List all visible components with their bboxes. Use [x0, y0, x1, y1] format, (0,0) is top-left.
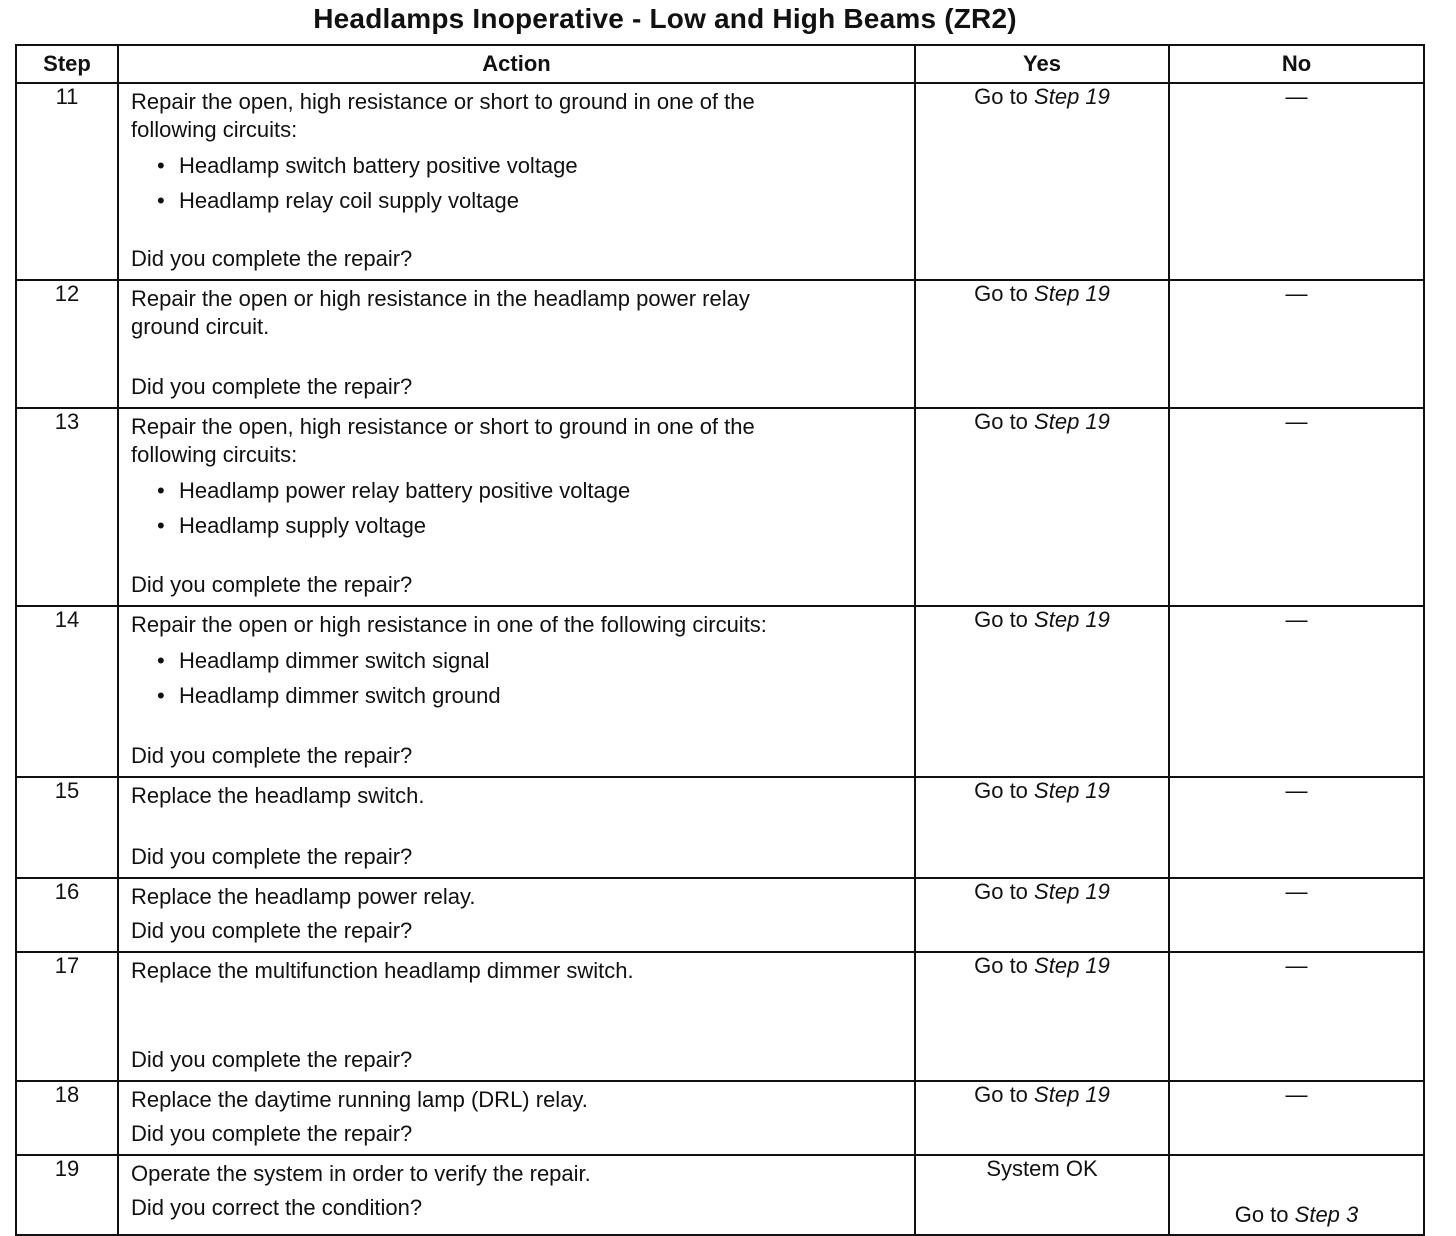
bullet-icon: •: [157, 648, 165, 673]
no-cell: [1169, 777, 1424, 878]
no-cell: [1169, 606, 1424, 777]
step-link[interactable]: Step 19: [1034, 607, 1110, 632]
action-text: Repair the open, high resistance or short to ground in one of the: [131, 89, 755, 114]
bullet-icon: •: [157, 153, 165, 178]
table-row: [16, 606, 1424, 777]
list-item-text: Headlamp dimmer switch signal: [179, 648, 490, 673]
circuit-list: [131, 473, 904, 543]
bullet-icon: •: [157, 188, 165, 213]
yes-text: Go to: [974, 84, 1028, 109]
step-link[interactable]: Step 19: [1034, 778, 1110, 803]
yes-text: Go to: [974, 879, 1028, 904]
action-cell: [118, 280, 915, 408]
action-question: Did you complete the repair?: [131, 246, 413, 271]
action-question: Did you complete the repair?: [131, 1047, 413, 1072]
action-text: Repair the open, high resistance or short to ground in one of the: [131, 414, 755, 439]
list-item: [157, 643, 904, 678]
no-cell: [1169, 408, 1424, 606]
step-link[interactable]: Step 19: [1034, 879, 1110, 904]
no-value: —: [1285, 1082, 1308, 1107]
yes-cell: [915, 606, 1169, 777]
action-text: Replace the headlamp switch.: [131, 783, 425, 808]
table-row: [16, 952, 1424, 1081]
action-text: following circuits:: [131, 117, 298, 142]
table-header-row: [16, 45, 1424, 83]
action-question: Did you complete the repair?: [131, 918, 413, 943]
action-question: Did you complete the repair?: [131, 572, 413, 597]
step-number: 17: [16, 952, 118, 1081]
action-cell: [118, 878, 915, 952]
table-row: [16, 1081, 1424, 1155]
yes-cell: [915, 83, 1169, 280]
no-cell: [1169, 280, 1424, 408]
yes-text: Go to: [974, 1082, 1028, 1107]
no-cell: [1169, 878, 1424, 952]
no-value: —: [1285, 778, 1308, 803]
step-number: 15: [16, 777, 118, 878]
diagnostic-table: [15, 44, 1425, 1236]
step-number: 12: [16, 280, 118, 408]
header-no: No: [1169, 45, 1424, 83]
step-link[interactable]: Step 19: [1034, 409, 1110, 434]
list-item: [157, 148, 904, 183]
action-text: ground circuit.: [131, 314, 270, 339]
action-question: Did you complete the repair?: [131, 1121, 413, 1146]
action-question: Did you complete the repair?: [131, 743, 413, 768]
action-question: Did you correct the condition?: [131, 1195, 423, 1220]
action-question: Did you complete the repair?: [131, 844, 413, 869]
table-row: [16, 878, 1424, 952]
step-link[interactable]: Step 19: [1034, 281, 1110, 306]
table-row: [16, 408, 1424, 606]
yes-cell: [915, 1155, 1169, 1235]
step-number: 19: [16, 1155, 118, 1235]
action-question: Did you complete the repair?: [131, 374, 413, 399]
action-text: Replace the multifunction headlamp dimmer switch.: [131, 958, 634, 983]
yes-cell: [915, 408, 1169, 606]
step-link[interactable]: Step 3: [1294, 1202, 1359, 1227]
bullet-icon: •: [157, 683, 165, 708]
no-text: Go to: [1234, 1202, 1289, 1227]
no-value: —: [1285, 409, 1308, 434]
action-cell: [118, 1155, 915, 1235]
action-text: Replace the headlamp power relay.: [131, 884, 476, 909]
yes-cell: [915, 952, 1169, 1081]
action-cell: [118, 408, 915, 606]
no-value: —: [1285, 281, 1308, 306]
table-row: [16, 83, 1424, 280]
step-link[interactable]: Step 19: [1034, 953, 1110, 978]
list-item: [157, 678, 904, 713]
table-row: [16, 1155, 1424, 1235]
list-item-text: Headlamp power relay battery positive voltage: [179, 478, 631, 503]
action-text: Repair the open or high resistance in one of the following circuits:: [131, 612, 767, 637]
list-item: [157, 183, 904, 218]
circuit-list: [131, 148, 904, 218]
yes-cell: [915, 1081, 1169, 1155]
bullet-icon: •: [157, 513, 165, 538]
header-step: Step: [16, 45, 118, 83]
action-cell: [118, 777, 915, 878]
table-body: [16, 83, 1424, 1235]
no-cell: [1169, 952, 1424, 1081]
list-item: [157, 473, 904, 508]
step-number: 14: [16, 606, 118, 777]
no-value: —: [1285, 84, 1308, 109]
step-number: 18: [16, 1081, 118, 1155]
yes-text: System OK: [986, 1156, 1098, 1181]
no-cell: [1169, 1081, 1424, 1155]
header-yes: Yes: [915, 45, 1169, 83]
list-item-text: Headlamp relay coil supply voltage: [179, 188, 519, 213]
circuit-list: [131, 643, 904, 713]
no-value: —: [1285, 879, 1308, 904]
no-cell: [1169, 1155, 1424, 1235]
yes-text: Go to: [974, 953, 1028, 978]
bullet-icon: •: [157, 478, 165, 503]
list-item-text: Headlamp supply voltage: [179, 513, 427, 538]
no-cell: [1169, 83, 1424, 280]
table-row: [16, 280, 1424, 408]
no-value: —: [1285, 953, 1308, 978]
step-number: 13: [16, 408, 118, 606]
yes-text: Go to: [974, 778, 1028, 803]
step-link[interactable]: Step 19: [1034, 84, 1110, 109]
yes-cell: [915, 777, 1169, 878]
action-cell: [118, 83, 915, 280]
page-title: Headlamps Inoperative - Low and High Beams (ZR2): [313, 3, 1017, 34]
list-item-text: Headlamp switch battery positive voltage: [179, 153, 578, 178]
action-text: following circuits:: [131, 442, 298, 467]
action-cell: [118, 606, 915, 777]
yes-text: Go to: [974, 281, 1028, 306]
list-item-text: Headlamp dimmer switch ground: [179, 683, 501, 708]
step-link[interactable]: Step 19: [1034, 1082, 1110, 1107]
yes-cell: [915, 878, 1169, 952]
step-number: 16: [16, 878, 118, 952]
list-item: [157, 508, 904, 543]
yes-text: Go to: [974, 409, 1028, 434]
yes-text: Go to: [974, 607, 1028, 632]
header-action: Action: [118, 45, 915, 83]
step-number: 11: [16, 83, 118, 280]
action-text: Repair the open or high resistance in the headlamp power relay: [131, 286, 750, 311]
action-text: Operate the system in order to verify the repair.: [131, 1161, 591, 1186]
no-value: —: [1285, 607, 1308, 632]
table-row: [16, 777, 1424, 878]
action-text: Replace the daytime running lamp (DRL) relay.: [131, 1087, 588, 1112]
action-cell: [118, 1081, 915, 1155]
yes-cell: [915, 280, 1169, 408]
action-cell: [118, 952, 915, 1081]
